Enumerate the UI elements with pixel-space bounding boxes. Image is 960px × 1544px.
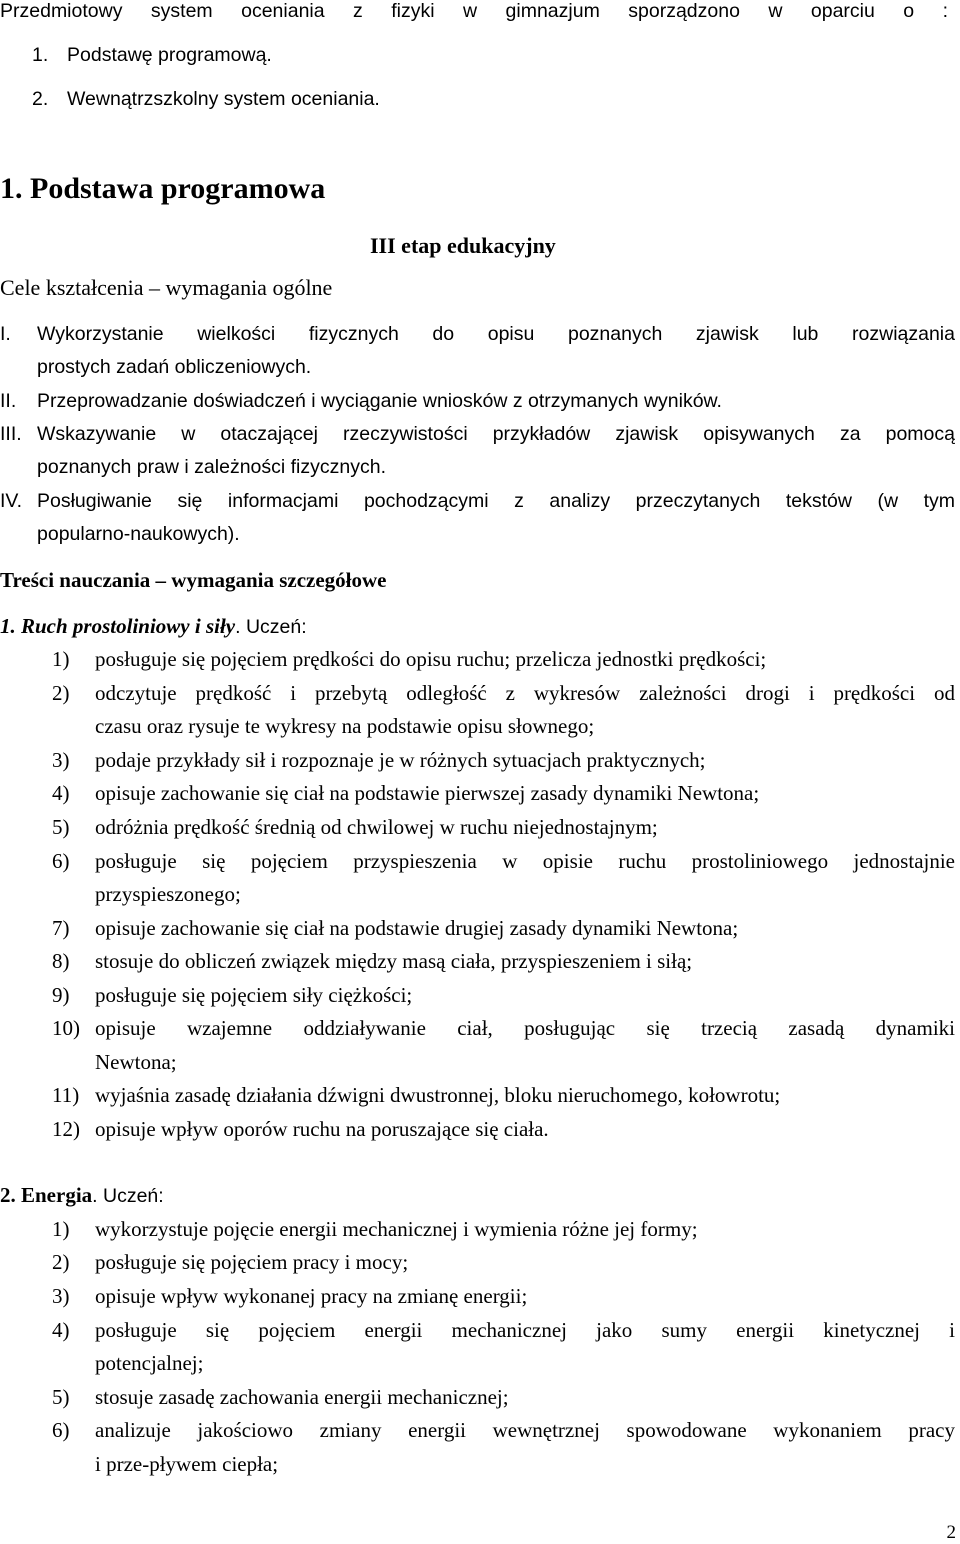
- topic-heading: [0, 1183, 164, 1208]
- item-number: 11): [52, 1083, 80, 1107]
- item-text: opisuje zachowanie się ciał na podstawie pierwszej zasady dynamiki Newtona;: [95, 781, 760, 805]
- goal-number: II.: [0, 390, 17, 412]
- item-text: odczytuje prędkość i przebytą odległość z wykresów zależności drogi i prędkości od: [95, 681, 955, 705]
- item-number: 5): [52, 815, 70, 839]
- item-number: 7): [52, 916, 70, 940]
- stage-title: III etap edukacyjny: [370, 233, 556, 258]
- item-number: 3): [52, 748, 70, 772]
- goal-text: Wskazywanie w otaczającej rzeczywistości przykładów zjawisk opisywanych za pomocą: [37, 423, 955, 445]
- item-text: posługuje się pojęciem przyspieszenia w opisie ruchu prostoliniowego jednostajnie: [95, 849, 955, 873]
- goal-number: IV.: [0, 490, 23, 512]
- item-text: wykorzystuje pojęcie energii mechanicznej i wymienia różne jej formy;: [95, 1217, 698, 1241]
- item-text: posługuje się pojęciem pracy i mocy;: [95, 1250, 409, 1274]
- content-title: Treści nauczania – wymagania szczegółowe: [0, 568, 387, 592]
- item-number: 6): [52, 849, 70, 873]
- item-text: opisuje zachowanie się ciał na podstawie drugiej zasady dynamiki Newtona;: [95, 916, 739, 940]
- goal-text: popularno-naukowych).: [37, 523, 240, 545]
- intro-item-number: 2.: [32, 88, 49, 110]
- item-number: 5): [52, 1385, 70, 1409]
- item-text: i prze-pływem ciepła;: [95, 1452, 279, 1476]
- topic-title: 1. Ruch prostoliniowy i siły: [0, 614, 236, 638]
- item-text: czasu oraz rysuje te wykresy na podstawie opisu słownego;: [95, 714, 595, 738]
- item-number: 1): [52, 647, 70, 671]
- topic-title: 2. Energia: [0, 1183, 93, 1207]
- item-number: 1): [52, 1217, 70, 1241]
- item-text: Newtona;: [95, 1050, 177, 1074]
- goal-text: poznanych praw i zależności fizycznych.: [37, 456, 386, 478]
- item-text: opisuje wpływ oporów ruchu na poruszające się ciała.: [95, 1117, 549, 1141]
- item-text: opisuje wpływ wykonanej pracy na zmianę energii;: [95, 1284, 528, 1308]
- intro-item-text: Wewnątrzszkolny system oceniania.: [67, 88, 380, 110]
- intro-line: Przedmiotowy system oceniania z fizyki w gimnazjum sporządzono w oparciu o :: [0, 0, 948, 22]
- item-text: stosuje zasadę zachowania energii mechanicznej;: [95, 1385, 509, 1409]
- item-number: 8): [52, 949, 70, 973]
- item-number: 12): [52, 1117, 80, 1141]
- item-number: 2): [52, 1250, 70, 1274]
- goals-title: Cele kształcenia – wymagania ogólne: [0, 275, 333, 300]
- item-number: 10): [52, 1016, 80, 1040]
- goal-text: Przeprowadzanie doświadczeń i wyciąganie wniosków z otrzymanych wyników.: [37, 390, 722, 412]
- topic-suffix: . Uczeń:: [235, 616, 307, 638]
- topic-heading: [0, 614, 307, 639]
- item-text: opisuje wzajemne oddziaływanie ciał, posługując się trzecią zasadą dynamiki: [95, 1016, 955, 1040]
- item-text: analizuje jakościowo zmiany energii wewnętrznej spowodowane wykonaniem pracy: [95, 1418, 955, 1442]
- item-text: posługuje się pojęciem energii mechanicznej jako sumy energii kinetycznej i: [95, 1318, 955, 1342]
- item-text: potencjalnej;: [95, 1351, 204, 1375]
- section-title: 1. Podstawa programowa: [0, 172, 326, 205]
- item-number: 9): [52, 983, 70, 1007]
- item-text: przyspieszonego;: [95, 882, 241, 906]
- item-text: stosuje do obliczeń związek między masą ciała, przyspieszeniem i siłą;: [95, 949, 693, 973]
- item-text: odróżnia prędkość średnią od chwilowej w ruchu niejednostajnym;: [95, 815, 658, 839]
- goal-text: prostych zadań obliczeniowych.: [37, 356, 312, 378]
- goal-number: I.: [0, 323, 11, 345]
- item-text: posługuje się pojęciem siły ciężkości;: [95, 983, 413, 1007]
- page-number: 2: [946, 1522, 956, 1543]
- item-number: 2): [52, 681, 70, 705]
- item-text: posługuje się pojęciem prędkości do opisu ruchu; przelicza jednostki prędkości;: [95, 647, 767, 671]
- topic-suffix: . Uczeń:: [92, 1185, 164, 1207]
- goal-text: Posługiwanie się informacjami pochodzącymi z analizy przeczytanych tekstów (w tym: [37, 490, 955, 512]
- item-number: 4): [52, 1318, 70, 1342]
- item-text: podaje przykłady sił i rozpoznaje je w różnych sytuacjach praktycznych;: [95, 748, 706, 772]
- goal-number: III.: [0, 423, 22, 445]
- goal-text: Wykorzystanie wielkości fizycznych do opisu poznanych zjawisk lub rozwiązania: [37, 323, 955, 345]
- item-number: 3): [52, 1284, 70, 1308]
- intro-item-text: Podstawę programową.: [67, 44, 272, 66]
- item-text: wyjaśnia zasadę działania dźwigni dwustronnej, bloku nieruchomego, kołowrotu;: [95, 1083, 781, 1107]
- intro-item-number: 1.: [32, 44, 49, 66]
- item-number: 6): [52, 1418, 70, 1442]
- item-number: 4): [52, 781, 70, 805]
